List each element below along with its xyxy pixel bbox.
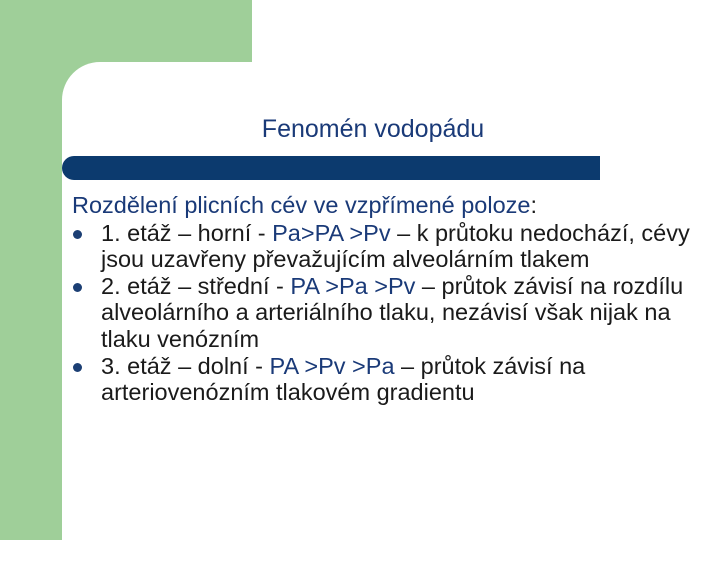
intro-text: Rozdělení plicních cév ve vzpřímené poloze xyxy=(72,192,531,218)
title-underline-bar xyxy=(62,156,600,180)
bullet-dot-icon xyxy=(73,363,82,372)
bullet-highlight: Pa>PA >Pv xyxy=(272,219,391,246)
intro-line xyxy=(72,192,692,219)
intro-colon: : xyxy=(530,192,538,218)
bullet-prefix: 3. etáž – dolní - xyxy=(101,352,270,379)
bullet-item-1 xyxy=(72,220,692,273)
bullet-prefix: 1. etáž – horní - xyxy=(101,219,273,246)
bullet-suffix: – k průtoku nedochází, cévy jsou uzavřeny převažujícím alveolárním tlakem xyxy=(101,219,690,273)
bullet-suffix: – průtok závisí na arteriovenózním tlakovém gradientu xyxy=(101,352,586,406)
bullet-list xyxy=(72,220,692,406)
slide-content xyxy=(72,192,692,406)
bullet-suffix: – průtok závisí na rozdílu alveolárního a arteriálního tlaku, nezávisí však nijak na tlaku venózním xyxy=(101,272,684,352)
bullet-highlight: PA >Pv >Pa xyxy=(269,352,395,379)
bullet-item-2 xyxy=(72,273,692,353)
bullet-item-3 xyxy=(72,353,692,406)
bullet-highlight: PA >Pa >Pv xyxy=(290,272,416,299)
bullet-prefix: 2. etáž – střední - xyxy=(101,272,291,299)
bullet-dot-icon xyxy=(73,283,82,292)
bullet-dot-icon xyxy=(73,230,82,239)
slide-title: Fenomén vodopádu xyxy=(261,115,485,143)
